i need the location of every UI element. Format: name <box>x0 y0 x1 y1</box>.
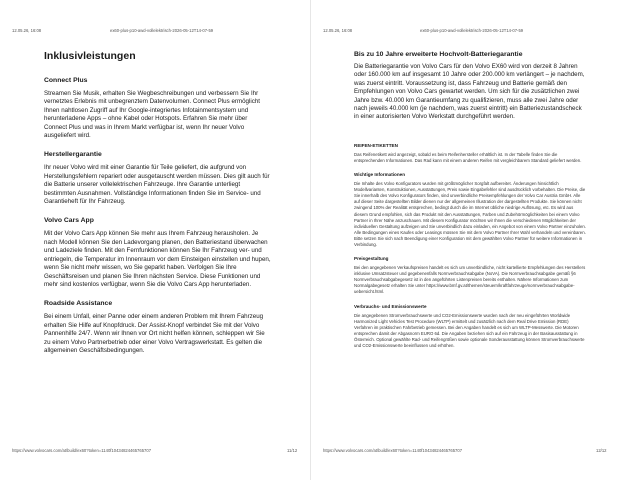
section-body: Streamen Sie Musik, erhalten Sie Wegbeschreibungen und verbessern Sie Ihr vernetztes Erlebnis mit unbegrenztem Datenvolumen. Connect Plus ermöglicht Ihnen nahtlosen Zugriff auf Ihr Google-integriertes Infotainmentsystem und herunterladene Apps – ohne Kabel oder Hotspots. Erfahren Sie mehr über Connect Plus und was in Ihrem Markt verfügbar ist, wenn Ihr neuer Volvo ausgeliefert wird. <box>44 90 260 140</box>
page-11 <box>0 0 310 480</box>
section-heading: Herstellergarantie <box>44 151 102 159</box>
section-volvo-cars-app <box>44 216 272 289</box>
consumption-body: Die angegebenen Stromverbrauchswerte und CO2-Emissionswerte wurden nach der neu eingeführten Worldwide Harmonized Light Vehicles Test Procedure (WLTP) ermittelt und zusätzlich nach dem Real Drive Emission (RDE) Verfahren im praktischen Fahrbetrieb gemessen. Bei den Angaben handelt es sich um WLTP-Messwerte. Die Motoren entsprechen damit der Abgasnorm EURO 6d. Die Angaben beziehen sich auf ein Fahrzeug in der Basisausstattung in Österreich. Optional gewählte Rad- und Reifengrößen sowie optionale Sonderausstattung können Stromverbrauchswerte und CO2-Emissionswerte beeinflussen und erhöhen. <box>354 312 585 348</box>
pricing-heading: Preisgestaltung <box>354 256 389 262</box>
pricing-body: Bei den angegebenen Verkaufspreisen handelt es sich um unverbindliche, nicht kartellierte Empfehlungen des Herstellers inklusive Umsatzsteuer und gegebenenfalls Normverbrauchsabgabe (NoVA). Die Normverbrauchsabgabe gemäß §6 Normverbrauchsabgabegesetz ist in den angeführten Listenpreisen bereits enthalten. Nähere Informationen zum Normalgabegesetz erhalten Sie unter https://www.bmf.gv.at/themen/steuern/kraftfahrzeuge/normverbrauchsabgabe-uebersicht.html. <box>354 265 586 295</box>
page-number: 11/12 <box>287 448 298 453</box>
section-body: Mit der Volvo Cars App können Sie mehr aus Ihrem Fahrzeug herausholen. Je nach Modell können Sie den Ladevorgang planen, den Batteriestand überwachen und Ladeziele finden. Mit den Fernfunktionen können Sie Ihr Fahrzeug ver- und entriegeln, die Temperatur im Innenraum vor dem Einsteigen einstellen und hupen, wenn Sie nicht mehr wissen, wo Sie geparkt haben. Verfolgen Sie Ihre Geschäftsreisen und planen Sie Ihren nächsten Service. Diese Funktionen und mehr sind kostenlos verfügbar, wenn Sie die Volvo Cars App herunterladen. <box>44 230 271 288</box>
page-title: Inklusivleistungen <box>44 50 136 62</box>
battery-warranty-heading: Bis zu 10 Jahre erweiterte Hochvolt-Batteriegarantie <box>354 51 523 58</box>
tyre-label-heading: REIFEN-ETIKETTEN <box>354 142 398 148</box>
print-date: 12.05.26, 16:08 <box>12 28 42 33</box>
section-body: Ihr neuer Volvo wird mit einer Garantie für Teile geliefert, die aufgrund von Herstellungsfehlern repariert oder ausgetauscht werden müssen. Dies gilt auch für die Batterie unserer vollelektrischen Fahrzeuge. Ihre Garantie unterliegt bestimmten Ausnahmen. Vollständige Informationen finden Sie im Service- und Garantieheft für Ihr Fahrzeug. <box>44 164 270 206</box>
page-12 <box>311 0 621 480</box>
print-date: 12.05.26, 16:08 <box>323 28 353 33</box>
print-doc-title: ex60-plus-p10-awd-vollelektrisch-2026-05-12T14-07-59 <box>420 28 524 33</box>
battery-warranty-body: Die Batteriegarantie von Volvo Cars für den Volvo EX60 wird von derzeit 8 Jahren oder 160.000 km auf insgesamt 10 Jahre oder 200.000 km verlängert – je nachdem, was zuerst eintritt. Voraussetzung ist, dass Fahrzeug und Batterie gemäß den Empfehlungen von Volvo Cars gewartet werden. Um sich für die zusätzlichen zwei Jahre bzw. 40.000 km Garantieumfang zu qualifizieren, muss alle zwei Jahre oder nach jeweils 40.000 km (je nachdem, was zuerst eintritt) ein Batteriezustandscheck in einer autorisierten Volvo Werkstatt durchgeführt werden. <box>354 63 585 121</box>
important-info-body: Die Inhalte des Volvo Konfigurators wurden mit größtmöglicher Sorgfalt aufbereitet. Änderungen hinsichtlich Modellvarianten, Konstruktionen, Ausstattungen, Preis sowie Eingabefehler sind ausdrücklich vorbehalten. Die Preise, die Sie innerhalb des Volvo Konfigurators finden, sind unverbindliche Preisempfehlungen der Volvo Car Austria GmbH. Alle auf dieser Seite dargestellten Bilder dienen nur der allgemeinen Illustration der dargestellten Produkte. Sie können nicht zwingend 100% der Realität entsprechen, bedingt durch die im Internet übliche niedrige Auflösung, etc. Es wird aus diesem Grund empfohlen, sich das Produkt mit den Ausstattungen, Farben und Zubehörmöglichkeiten bei einem Volvo Partner in Ihrer Nähe anzuschauen. Mit diesem Konfigurator möchten wir Ihnen die verschiedenen Möglichkeiten der individuellen Gestaltung aufzeigen und Sie unverbindlich dazu einladen, ein Angebot von einem Volvo Partner einzuholen. Alle Bedingungen eines Kaufes oder Leasings müssen Sie mit dem Volvo Partner Ihrer Wahl verhandeln und vereinbaren. Bitte setzen Sie sich nach Beendigung einer Konfiguration mit dem gewählten Volvo Partner für weitere Informationen in Verbindung. <box>354 181 586 247</box>
inclusive-services <box>44 50 272 365</box>
print-url: https://www.volvocars.com/at/build/ex60?token=1140f10434824465765707 <box>12 448 152 453</box>
section-heading: Connect Plus <box>44 77 88 84</box>
print-doc-title: ex60-plus-p10-awd-vollelektrisch-2026-05-12T14-07-59 <box>110 28 214 33</box>
important-info-heading: Wichtige Informationen <box>354 172 405 178</box>
section-heading: Roadside Assistance <box>44 300 113 308</box>
section-body: Bei einem Unfall, einer Panne oder einem anderen Problem mit Ihrem Fahrzeug erhalten Sie Hilfe auf Knopfdruck. Der Assist-Knopf verbindet Sie mit der Volvo Pannenhilfe 24/7. Wenn wir Ihnen vor Ort nicht helfen können, schleppen wir Sie zu einem Volvo Partnerbetrieb oder einer Volvo Vertragswerkstatt. Es gelten die allgemeinen Geschäftsbedingungen. <box>44 313 265 354</box>
section-heading: Volvo Cars App <box>44 217 94 225</box>
warranty-and-legal <box>354 50 586 357</box>
section-manufacturer-warranty <box>44 150 272 206</box>
consumption-heading: Verbrauchs- und Emissionswerte <box>354 303 427 309</box>
section-connect-plus <box>44 76 272 140</box>
legal-notes <box>354 143 586 349</box>
print-url: https://www.volvocars.com/at/build/ex60?token=1140f10434824465765707 <box>323 448 463 453</box>
page-number: 12/12 <box>596 448 607 453</box>
tyre-label-body: Das Reifenetikett wird angezeigt, sobald es beim Reifenhersteller erhältlich ist. In der Tabelle finden Sie die entsprechenden Informationen. Das Rad kann mit einem anderen Reifen mit vergleichbarem Standard geliefert werden. <box>354 151 582 163</box>
section-roadside-assistance <box>44 299 272 355</box>
